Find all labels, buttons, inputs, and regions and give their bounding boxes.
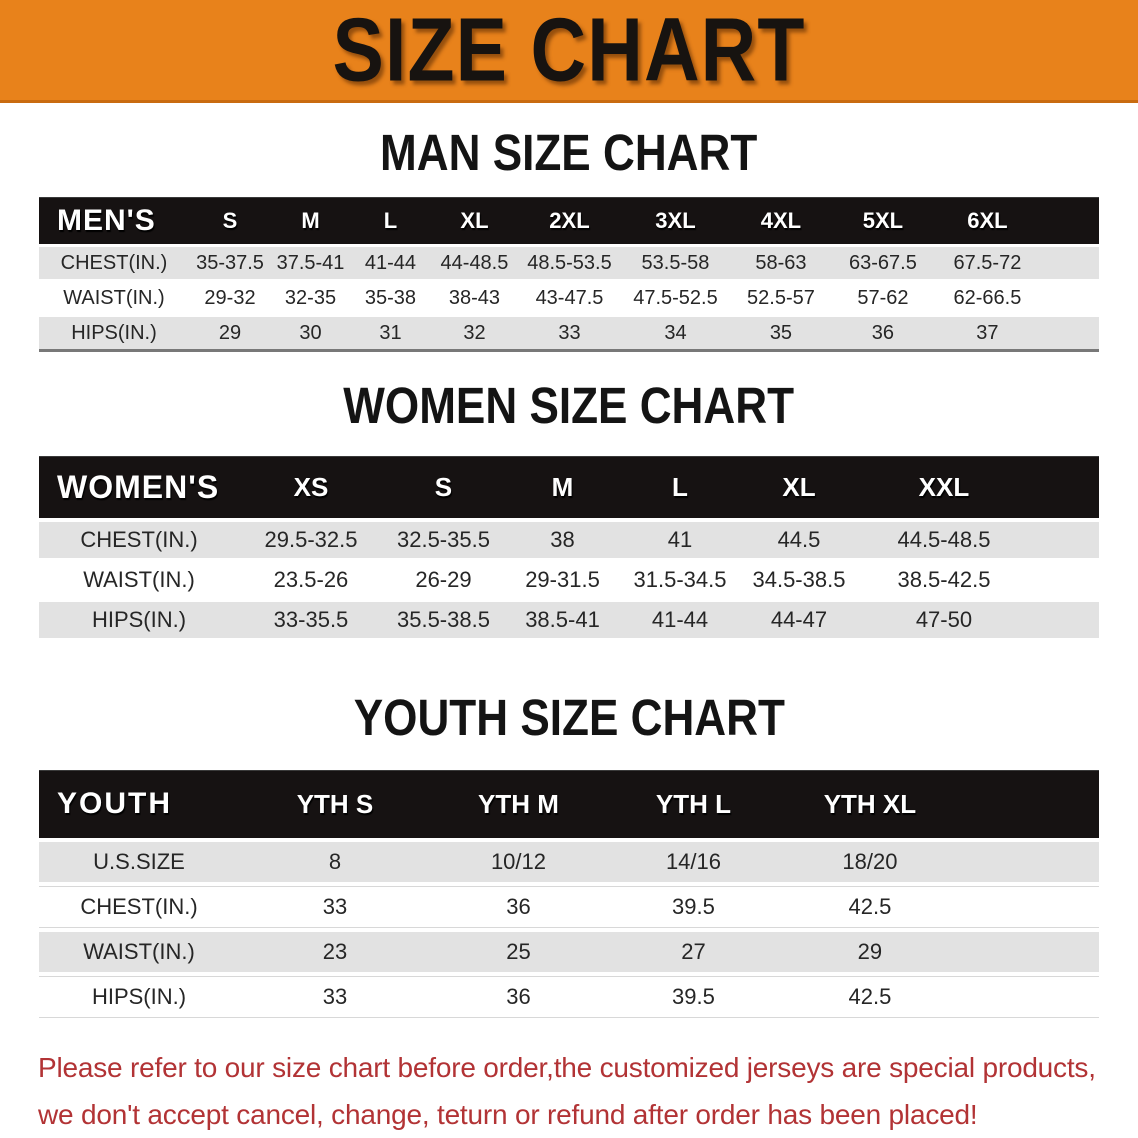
men-hips-in-value-7: 36	[871, 321, 895, 344]
women-chest-in-value-5: 44.5-48.5	[897, 527, 991, 552]
men-size-table	[39, 197, 1099, 352]
youth-table-header-row	[39, 770, 1099, 838]
men-hips-in-value-8: 37	[976, 321, 999, 344]
men-waist-in-value-7: 57-62	[857, 286, 909, 309]
women-hips-in-value-2: 38.5-41	[525, 607, 600, 632]
women-waist-in-value-0: 23.5-26	[273, 567, 349, 592]
youth-waist-in-value-1: 25	[506, 939, 531, 964]
size-chart-title: SIZE CHART	[332, 0, 806, 100]
men-hips-in-value-0: 29	[218, 321, 242, 344]
women-hips-in-value-4: 44-47	[770, 607, 828, 632]
youth-size-table	[39, 770, 1099, 1018]
men-chest-in-value-8: 67.5-72	[953, 251, 1022, 274]
women-size-col-s: S	[434, 471, 453, 502]
youth-waist-in-value-3: 29	[857, 939, 883, 964]
men-size-col-xl: XL	[460, 207, 489, 233]
women-waist-in-value-1: 26-29	[415, 567, 472, 592]
men-chest-in-value-0: 35-37.5	[196, 251, 264, 274]
row-label: WAIST(IN.)	[83, 939, 195, 964]
women-chest-in-value-3: 41	[667, 527, 693, 552]
women-chest-in-value-0: 29.5-32.5	[264, 527, 358, 552]
row-label: HIPS(IN.)	[71, 321, 157, 344]
man-size-chart-heading-text: MAN SIZE CHART	[380, 123, 758, 182]
youth-size-chart-heading	[0, 688, 1138, 750]
men-size-col-m: M	[301, 207, 320, 233]
women-waist-in-value-2: 29-31.5	[525, 567, 600, 592]
women-hips-in-value-0: 33-35.5	[273, 607, 349, 632]
men-chest-in-value-2: 41-44	[364, 251, 417, 274]
men-chest-in-row	[39, 247, 1099, 279]
youth-size-col-yth-xl: YTH XL	[823, 788, 917, 819]
youth-hips-in-value-1: 36	[506, 984, 531, 1009]
women-hips-in-value-5: 47-50	[915, 607, 973, 632]
row-label: HIPS(IN.)	[91, 607, 187, 632]
women-waist-in-value-4: 34.5-38.5	[752, 567, 846, 592]
youth-size-col-yth-s: YTH S	[296, 788, 374, 819]
men-table-header-row	[39, 197, 1099, 244]
men-chest-in-value-3: 44-48.5	[440, 251, 509, 274]
women-size-chart-heading	[0, 376, 1138, 440]
men-hips-in-value-1: 30	[299, 321, 322, 344]
men-waist-in-value-5: 47.5-52.5	[633, 286, 718, 309]
women-size-table	[39, 456, 1099, 638]
men-chest-in-value-6: 58-63	[755, 251, 807, 274]
youth-chest-in-value-3: 42.5	[848, 894, 892, 919]
women-hips-in-value-1: 35.5-38.5	[396, 607, 490, 632]
women-size-chart-heading-text: WOMEN SIZE CHART	[343, 376, 795, 435]
men-hips-in-value-5: 34	[664, 321, 687, 344]
women-waist-in-row	[39, 562, 1099, 598]
men-chest-in-value-5: 53.5-58	[641, 251, 710, 274]
women-hips-in-value-3: 41-44	[651, 607, 709, 632]
youth-chest-in-value-0: 33	[322, 894, 348, 919]
disclaimer-line-2: we don't accept cancel, change, teturn or refund after order has been placed!	[38, 1099, 978, 1131]
men-size-col-l: L	[383, 207, 398, 233]
disclaimer-line-1: Please refer to our size chart before order,the customized jerseys are special products,	[38, 1052, 1096, 1083]
men-size-col-2xl: 2XL	[549, 207, 590, 233]
women-size-col-xxl: XXL	[918, 471, 970, 502]
men-waist-in-value-8: 62-66.5	[953, 286, 1022, 309]
men-waist-in-value-0: 29-32	[204, 286, 256, 309]
women-size-col-xl: XL	[782, 471, 816, 502]
men-hips-in-value-2: 31	[379, 321, 402, 344]
women-chest-in-value-4: 44.5	[777, 527, 821, 552]
women-waist-in-value-5: 38.5-42.5	[897, 567, 991, 592]
men-size-col-3xl: 3XL	[655, 207, 696, 233]
youth-u-s-size-row	[39, 842, 1099, 882]
men-chest-in-value-4: 48.5-53.5	[527, 251, 612, 274]
men-hips-in-value-6: 35	[769, 321, 793, 344]
women-waist-in-value-3: 31.5-34.5	[633, 567, 727, 592]
youth-u-s-size-value-3: 18/20	[842, 849, 898, 874]
youth-chest-in-value-1: 36	[506, 894, 531, 919]
youth-waist-in-value-0: 23	[322, 939, 348, 964]
youth-u-s-size-value-0: 8	[328, 849, 342, 874]
women-table-header-row	[39, 456, 1099, 518]
youth-size-col-yth-l: YTH L	[655, 788, 732, 819]
men-size-col-5xl: 5XL	[862, 207, 904, 233]
men-waist-in-value-4: 43-47.5	[535, 286, 604, 309]
men-header-label: MEN'S	[57, 203, 156, 237]
youth-u-s-size-value-2: 14/16	[665, 849, 721, 874]
women-size-col-l: L	[672, 471, 688, 502]
row-label: HIPS(IN.)	[91, 984, 187, 1009]
women-size-col-xs: XS	[293, 471, 329, 502]
youth-header-label: YOUTH	[57, 787, 172, 820]
disclaimer-text	[38, 1044, 1130, 1138]
men-chest-in-value-7: 63-67.5	[848, 251, 917, 274]
row-label: CHEST(IN.)	[60, 251, 168, 274]
youth-hips-in-value-0: 33	[322, 984, 348, 1009]
row-label: WAIST(IN.)	[63, 286, 165, 309]
youth-hips-in-value-3: 42.5	[848, 984, 892, 1009]
men-hips-in-row	[39, 317, 1099, 349]
men-size-col-6xl: 6XL	[967, 207, 1008, 233]
men-size-col-4xl: 4XL	[760, 207, 802, 233]
row-label: CHEST(IN.)	[80, 527, 198, 552]
women-header-label: WOMEN'S	[57, 468, 220, 505]
youth-waist-in-row	[39, 932, 1099, 972]
men-waist-in-value-3: 38-43	[448, 286, 501, 309]
men-chest-in-value-1: 37.5-41	[276, 251, 345, 274]
row-label: WAIST(IN.)	[83, 567, 195, 592]
women-hips-in-row	[39, 602, 1099, 638]
men-waist-in-value-1: 32-35	[284, 286, 337, 309]
youth-chest-in-value-2: 39.5	[672, 894, 715, 919]
youth-chest-in-row	[39, 886, 1099, 928]
women-size-col-m: M	[551, 471, 574, 502]
men-waist-in-value-2: 35-38	[364, 286, 417, 309]
youth-hips-in-row	[39, 976, 1099, 1018]
men-hips-in-value-4: 33	[558, 321, 581, 344]
youth-size-col-yth-m: YTH M	[478, 788, 559, 819]
man-size-chart-heading	[0, 123, 1138, 183]
youth-hips-in-value-2: 39.5	[672, 984, 715, 1009]
men-size-col-s: S	[222, 207, 238, 233]
youth-u-s-size-value-1: 10/12	[490, 849, 546, 874]
women-chest-in-value-2: 38	[550, 527, 575, 552]
size-chart-banner	[0, 0, 1138, 103]
row-label: CHEST(IN.)	[80, 894, 198, 919]
row-label: U.S.SIZE	[93, 849, 185, 874]
men-hips-in-value-3: 32	[463, 321, 486, 344]
men-waist-in-value-6: 52.5-57	[747, 286, 815, 309]
women-chest-in-value-1: 32.5-35.5	[396, 527, 490, 552]
women-chest-in-row	[39, 522, 1099, 558]
youth-waist-in-value-2: 27	[681, 939, 706, 964]
youth-size-chart-heading-text: YOUTH SIZE CHART	[353, 688, 785, 747]
men-waist-in-row	[39, 282, 1099, 314]
